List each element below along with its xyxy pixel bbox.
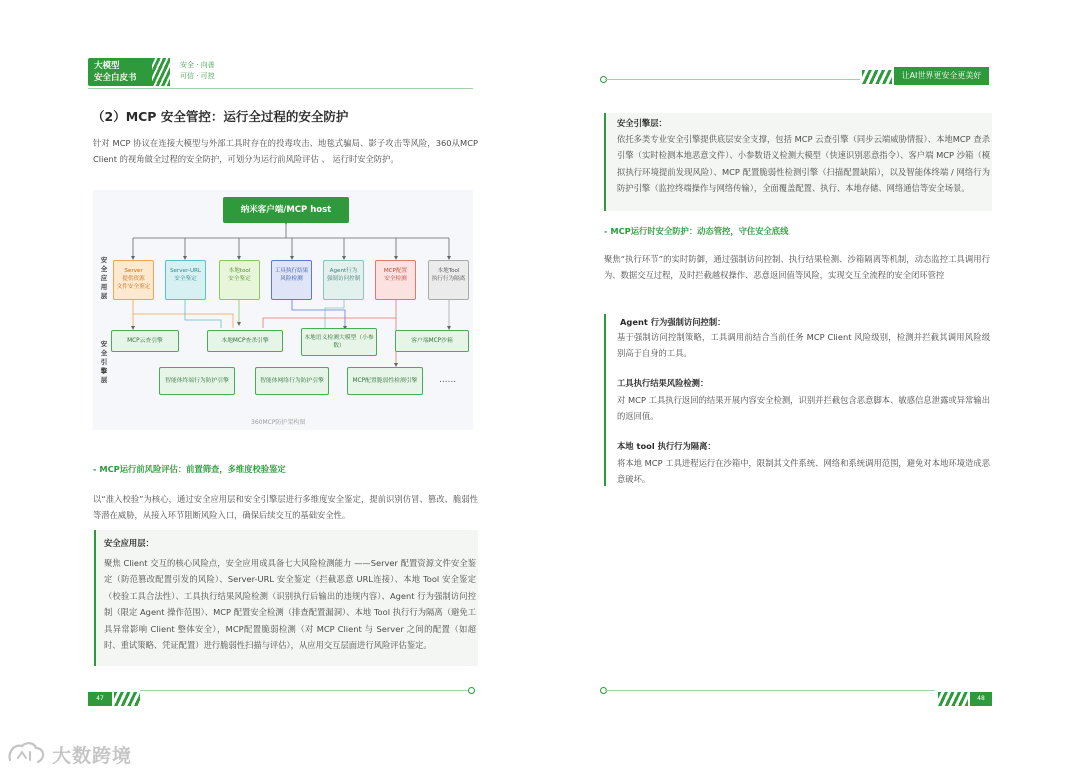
watermark xyxy=(6,740,132,768)
section-title: （2）MCP 安全管控：运行全过程的安全防护 xyxy=(92,109,349,124)
header-tagline-line1: 安全 · 向善 xyxy=(180,61,215,69)
diagram-module: MCP配置 安全检测 xyxy=(375,260,416,300)
runtime-items-accent-bar xyxy=(604,314,606,486)
header-badge-line1: 大模型 xyxy=(94,61,120,71)
pre-assessment-title: - MCP运行前风险评估：前置筛查，多维度校验鉴定 xyxy=(93,464,286,474)
runtime-item-body: 将本地 MCP 工具进程运行在沙箱中，限制其文件系统、网络和系统调用范围，避免对本地环境造成恶意破坏。 xyxy=(617,458,990,485)
runtime-body: 聚焦“执行环节”的实时防御，通过强制访问控制、执行结果检测、沙箱隔离等机制，动态监控工具调用行为、数据交互过程，及时拦截越权操作、恶意返回值等风险，实现交互全流程的安全闭环管控 xyxy=(604,254,990,281)
header-tagline xyxy=(180,60,215,82)
footer-divider-right xyxy=(605,690,935,691)
footer-divider-left xyxy=(140,690,470,691)
architecture-diagram xyxy=(93,190,473,430)
watermark-logo-icon xyxy=(6,740,48,768)
diagram-engine: 智能体网络行为防护引擎 xyxy=(255,367,329,395)
app-layer-title: 安全应用层： xyxy=(104,538,154,548)
diagram-engine: MCP云查引擎 xyxy=(111,330,179,352)
diagram-side-label-engine: 安 全 引 擎 层 xyxy=(100,340,108,384)
pre-assessment-body: 以“准入校验”为核心，通过安全应用层和安全引擎层进行多维度安全鉴定，提前识别仿冒、篡改、脆弱性等潜在威胁，从接入环节阻断风险入口，确保后续交互的基础安全性。 xyxy=(93,494,478,521)
app-layer-accent-bar xyxy=(94,530,96,666)
header-stripe-decoration xyxy=(152,58,170,86)
runtime-title: - MCP运行时安全防护：动态管控，守住安全底线 xyxy=(604,226,789,236)
diagram-engine: 本地语义检测大模型（小参数） xyxy=(301,328,377,356)
page-number-right: 48 xyxy=(970,692,992,706)
header-divider-left xyxy=(88,88,473,89)
diagram-module: Server-URL 安全鉴定 xyxy=(165,260,206,300)
engine-layer-body: 依托多类专业安全引擎提供底层安全支撑，包括 MCP 云查引擎（同步云端威胁情报）、本地MCP 查杀引擎（实时检测本地恶意文件）、小参数语义检测大模型（快速识别恶意指令）、客户端 MCP 沙箱（模拟执行环境提前发现风险）、MCP 配置脆弱性检测引擎（扫描配置缺陷），以及智能体终端 / 网络行为防护引擎（监控终端操作与网络传输），全面覆盖配置、执行、本地存储、网络通信等安全场景。 xyxy=(617,134,990,194)
diagram-engine: 客户端MCP沙箱 xyxy=(395,330,469,352)
runtime-item-title: Agent 行为强制访问控制： xyxy=(620,317,726,327)
diagram-caption: 360MCP防护架构图 xyxy=(251,419,306,426)
diagram-engine: 智能体终端行为防护引擎 xyxy=(159,367,235,395)
diagram-host-node: 纳米客户端/MCP host xyxy=(223,197,349,223)
runtime-item-title: 工具执行结果风险检测： xyxy=(617,378,709,388)
header-slogan: 让AI世界更安全更美好 xyxy=(894,67,989,85)
diagram-module: 工具执行结果 风险检测 xyxy=(271,260,312,300)
runtime-item-body: 对 MCP 工具执行返回的结果开展内容安全检测，识别并拦截包含恶意脚本、敏感信息泄露或异常输出的返回值。 xyxy=(617,395,990,422)
footer-stripe-right xyxy=(938,692,968,706)
app-layer-body: 聚焦 Client 交互的核心风险点，安全应用成具备七大风险检测能力 ——Server 配置资源文件安全鉴定（防范篡改配置引发的风险）、Server-URL 安全鉴定（拦截恶意 URL连接）、本地 Tool 安全鉴定（校验工具合法性）、工具执行结果风险检测（识别执行后输出的违规内容）、Agent 行为强制访问控制（限定 Agent 操作范围）、MCP 配置安全检测（排查配置漏洞）、本地 Tool 执行行为隔离（避免工具异常影响 Client 整体安全），MCP配置脆弱检测（对 MCP Client 与 Server 之间的配置（如超时、重试策略、凭证配置）进行脆弱性扫描与评估），从应用交互层面进行风险评估鉴定。 xyxy=(104,558,476,651)
diagram-module: 本地Tool 执行行为隔离 xyxy=(428,260,469,300)
header-divider-right xyxy=(605,79,860,80)
header-stripe-decoration-right xyxy=(862,70,892,84)
engine-layer-title: 安全引擎层： xyxy=(617,118,667,128)
diagram-side-label-app: 安 全 应 用 层 xyxy=(100,256,108,300)
footer-stripe-left xyxy=(114,692,140,706)
runtime-item-body: 基于强制访问控制策略，工具调用前结合当前任务 MCP Client 风险级别，检测并拦截其调用风险级别高于自身的工具。 xyxy=(617,332,990,359)
intro-paragraph: 针对 MCP 协议在连接大模型与外部工具时存在的投毒攻击、地毯式骗局、影子攻击等风险，360从MCP Client 的视角做全过程的安全防护，可划分为运行前风险评估 、 运行时安全防护。 xyxy=(93,138,478,165)
diagram-engine: 本地MCP查杀引擎 xyxy=(207,330,283,352)
diagram-engine: MCP配置脆弱性检测引擎 xyxy=(347,367,423,395)
footer-dot-left xyxy=(468,687,475,694)
diagram-module: Server 提供资源 文件安全鉴定 xyxy=(113,260,154,300)
engine-layer-accent-bar xyxy=(604,113,606,211)
diagram-module: Agent行为 强制访问控制 xyxy=(323,260,364,300)
runtime-item-title: 本地 tool 执行行为隔离： xyxy=(617,441,716,451)
diagram-module: 本地tool 安全鉴定 xyxy=(219,260,260,300)
diagram-more-dots: ...... xyxy=(439,375,457,385)
header-tagline-line2: 可信 · 可控 xyxy=(180,72,215,80)
page-number-left: 47 xyxy=(88,692,112,706)
watermark-text: 大数跨境 xyxy=(52,744,133,767)
header-badge-line2: 安全白皮书 xyxy=(94,73,137,83)
